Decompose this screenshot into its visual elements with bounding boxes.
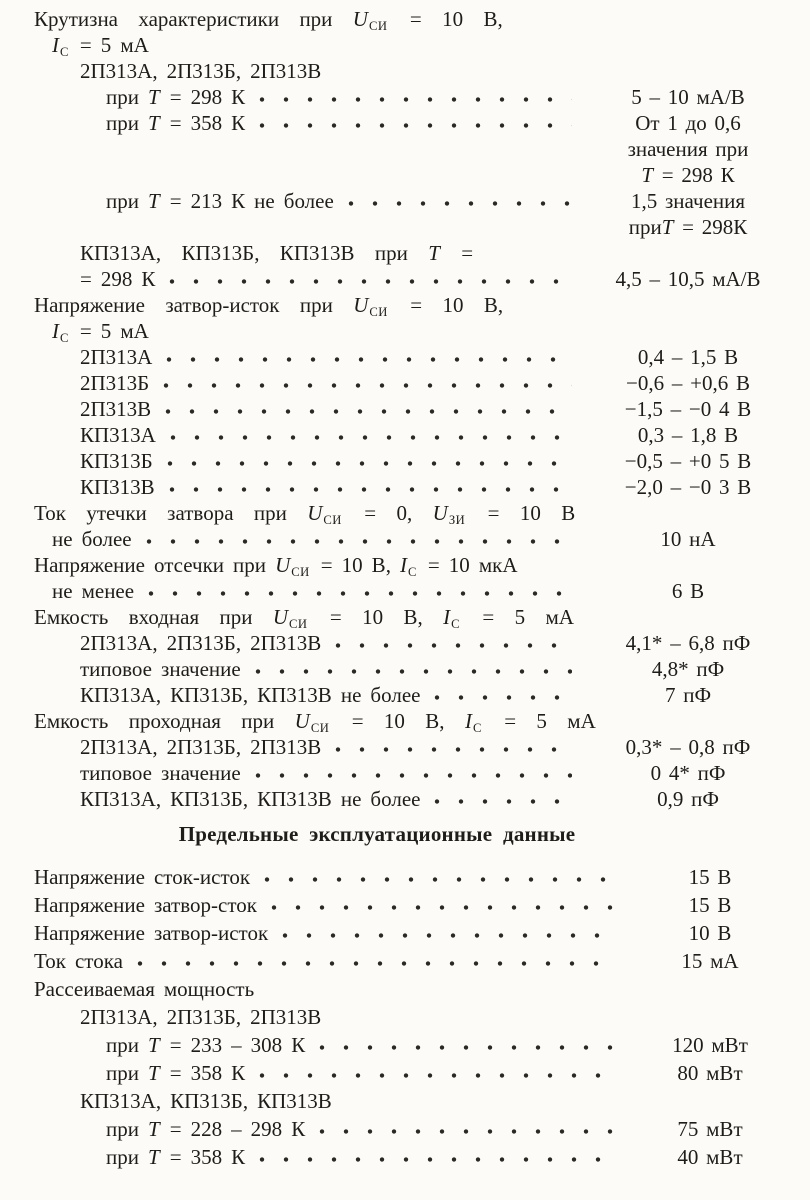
spec-value (582, 188, 794, 214)
spec-label (0, 6, 503, 32)
spec-row (0, 474, 794, 500)
dot-leader (335, 642, 572, 649)
spec-label-text: Рассеиваемая мощность (34, 977, 255, 1001)
spec-label-text: = 358 К (160, 111, 246, 135)
spec-row (0, 526, 794, 552)
spec-row (0, 110, 794, 136)
spec-value (582, 682, 794, 708)
spec-label (0, 947, 123, 975)
spec-label-text: = 233 – 308 К (160, 1033, 306, 1057)
spec-label (0, 919, 268, 947)
symbol-subscript: СИ (368, 18, 388, 33)
spec-label-text: = 10 В, (389, 7, 503, 31)
spec-value-text: 40 мВт (677, 1145, 743, 1169)
spec-row (0, 58, 794, 84)
spec-value-text: 10 В (688, 921, 732, 945)
dot-leader (255, 668, 572, 675)
spec-row (0, 344, 794, 370)
spec-value-text: −0,5 – +0 5 В (624, 449, 752, 473)
dot-leader (335, 746, 572, 753)
spec-label-text: при (106, 1117, 149, 1141)
symbol-italic: T (148, 1033, 160, 1057)
symbol-italic: I (52, 33, 59, 57)
spec-label (0, 422, 156, 448)
spec-label-text: Напряжение затвор-исток (34, 921, 269, 945)
symbol-subscript: С (407, 564, 417, 579)
spec-label-text: Ток утечки затвора при (34, 501, 308, 525)
symbol-italic: U (272, 605, 289, 629)
spec-label (0, 786, 420, 812)
spec-row (0, 214, 794, 240)
spec-label (0, 1031, 305, 1059)
dot-leader (259, 1156, 616, 1163)
spec-label-text: 2П313А, 2П313Б, 2П313В (80, 631, 322, 655)
symbol-italic: U (294, 709, 310, 733)
dot-leader (166, 356, 572, 363)
spec-value (626, 1059, 794, 1087)
spec-label (0, 84, 245, 110)
symbol-subscript: С (472, 720, 482, 735)
spec-label (0, 1003, 321, 1031)
spec-label (0, 396, 151, 422)
dot-leader (169, 278, 572, 285)
spec-row (0, 396, 794, 422)
spec-value (582, 136, 794, 162)
spec-label-text: Крутизна характеристики при (34, 7, 353, 31)
spec-value-text: −0,6 – +0,6 В (625, 371, 750, 395)
spec-label-text: Напряжение затвор-сток (34, 893, 257, 917)
spec-label-text: = 5 мА (70, 319, 149, 343)
spec-row (0, 292, 794, 318)
spec-label-text: = 298 К (160, 85, 246, 109)
spec-label-text: = 213 К не более (160, 189, 334, 213)
dot-leader (259, 122, 572, 129)
symbol-italic: I (443, 605, 451, 629)
spec-value-text: От 1 до 0,6 (635, 111, 741, 135)
spec-value (626, 947, 794, 975)
dot-leader (255, 772, 572, 779)
spec-label-text: при (106, 1145, 149, 1169)
symbol-subscript: С (451, 616, 461, 631)
spec-label (0, 656, 241, 682)
symbol-italic: U (432, 501, 448, 525)
symbol-italic: T (148, 1117, 160, 1141)
spec-label-text: при (106, 1033, 149, 1057)
spec-label (0, 344, 152, 370)
spec-label-text: Напряжение отсечки при (34, 553, 276, 577)
spec-label (0, 1087, 332, 1115)
spec-label-text: Емкость проходная при (34, 709, 295, 733)
symbol-italic: U (307, 501, 323, 525)
spec-label-text: КП313А, КП313Б, КП313В не более (80, 683, 421, 707)
spec-value-text: 0 4* пФ (650, 761, 726, 785)
spec-label-text: при (106, 1061, 149, 1085)
dot-leader (319, 1044, 616, 1051)
spec-value (626, 1031, 794, 1059)
dot-leader (165, 408, 572, 415)
spec-value (582, 370, 794, 396)
symbol-subscript: ЗИ (448, 512, 466, 527)
spec-value-text: 0,9 пФ (657, 787, 719, 811)
symbol-italic: U (352, 7, 368, 31)
spec-value (582, 344, 794, 370)
spec-value (626, 1143, 794, 1171)
spec-label (0, 708, 596, 734)
spec-label (0, 1059, 245, 1087)
spec-value (582, 396, 794, 422)
symbol-italic: U (353, 293, 369, 317)
symbol-italic: T (148, 189, 160, 213)
spec-label (0, 863, 250, 891)
spec-value-text: 4,8* пФ (651, 657, 725, 681)
spec-value-text: 0,4 – 1,5 В (637, 345, 739, 369)
spec-label-text: = 228 – 298 К (160, 1117, 306, 1141)
spec-row (0, 708, 794, 734)
spec-row (0, 656, 794, 682)
spec-value (582, 162, 794, 188)
spec-value (582, 734, 794, 760)
spec-label-text: 2П313Б (80, 371, 150, 395)
spec-value-text: 10 нА (660, 527, 716, 551)
spec-row (0, 947, 794, 975)
spec-row (0, 630, 794, 656)
spec-label (0, 526, 132, 552)
symbol-italic: T (148, 1145, 160, 1169)
spec-value (582, 656, 794, 682)
spec-value (582, 266, 794, 292)
spec-value-text: = 298К (674, 215, 748, 239)
spec-label (0, 370, 149, 396)
spec-label-text: КП313А, КП313Б, КП313В при (80, 241, 429, 265)
spec-label (0, 32, 149, 58)
symbol-subscript: СИ (323, 512, 342, 527)
spec-value-text: 4,5 – 10,5 мА/В (615, 267, 761, 291)
spec-value-text: = 298 К (654, 163, 735, 187)
spec-label-text: при (106, 189, 149, 213)
section-heading-limits: Предельные эксплуатационные данные (178, 822, 576, 846)
spec-label-text: при (106, 85, 149, 109)
symbol-italic: T (641, 163, 653, 187)
dot-leader (259, 1072, 616, 1079)
symbol-subscript: СИ (289, 616, 308, 631)
spec-label-text: 2П313А, 2П313Б, 2П313В (80, 59, 322, 83)
spec-row (0, 136, 794, 162)
symbol-italic: U (275, 553, 291, 577)
spec-value (582, 630, 794, 656)
spec-row (0, 604, 794, 630)
symbol-italic: I (52, 319, 59, 343)
spec-row (0, 975, 794, 1003)
spec-label (0, 630, 321, 656)
spec-label-text: = 10 В (467, 501, 576, 525)
spec-label-text: = 10 В, (309, 605, 444, 629)
spec-label (0, 682, 420, 708)
limit-operating-data-list (0, 863, 794, 1171)
spec-value-text: 75 мВт (677, 1117, 743, 1141)
spec-label (0, 292, 503, 318)
spec-label (0, 552, 517, 578)
spec-label (0, 448, 153, 474)
spec-row (0, 682, 794, 708)
spec-value (582, 474, 794, 500)
spec-label (0, 110, 245, 136)
spec-label-text: = 10 В, (389, 293, 504, 317)
symbol-subscript: С (60, 44, 69, 59)
spec-label-text: = 358 К (160, 1061, 246, 1085)
spec-label-text: = 10 В, (331, 709, 465, 733)
spec-label-text: типовое значение (80, 761, 241, 785)
spec-row (0, 578, 794, 604)
spec-label-text: 2П313А (80, 345, 153, 369)
spec-value-text: 0,3 – 1,8 В (637, 423, 739, 447)
spec-label-text: Емкость входная при (34, 605, 273, 629)
spec-label-text: типовое значение (80, 657, 241, 681)
spec-label-text: = 358 К (160, 1145, 246, 1169)
spec-value-text: 15 мА (681, 949, 739, 973)
dot-leader (148, 590, 572, 597)
spec-row (0, 1115, 794, 1143)
spec-label-text: КП313А (80, 423, 156, 447)
spec-label (0, 604, 574, 630)
spec-label-text: Ток стока (34, 949, 123, 973)
spec-label (0, 578, 134, 604)
spec-label-text: Напряжение затвор-исток при (34, 293, 354, 317)
spec-label (0, 318, 149, 344)
symbol-italic: T (148, 85, 160, 109)
spec-label-text: = 0, (343, 501, 433, 525)
spec-label (0, 58, 321, 84)
spec-value (582, 84, 794, 110)
spec-label (0, 500, 575, 526)
spec-label (0, 474, 155, 500)
spec-value-text: 120 мВт (672, 1033, 748, 1057)
spec-value (626, 891, 794, 919)
spec-row (0, 734, 794, 760)
spec-label-text: = 5 мА (70, 33, 149, 57)
spec-label-text: КП313В (80, 475, 155, 499)
spec-label (0, 1115, 305, 1143)
dot-leader (137, 960, 616, 967)
symbol-italic: I (399, 553, 407, 577)
spec-value-text: −2,0 – −0 3 В (624, 475, 752, 499)
dot-leader (271, 904, 616, 911)
spec-label-text: КП313Б (80, 449, 153, 473)
dot-leader (259, 96, 572, 103)
spec-label (0, 188, 334, 214)
spec-value (626, 1115, 794, 1143)
spec-row (0, 919, 794, 947)
spec-value-text: при (628, 215, 662, 239)
spec-row (0, 84, 794, 110)
spec-label-text: КП313А, КП313Б, КП313В (80, 1089, 332, 1113)
spec-value-text: 80 мВт (677, 1061, 743, 1085)
spec-row (0, 188, 794, 214)
dot-leader (146, 538, 572, 545)
spec-label (0, 240, 473, 266)
spec-value (582, 422, 794, 448)
spec-label-text: = 298 К (80, 267, 156, 291)
spec-value-text: −1,5 – −0 4 В (624, 397, 752, 421)
spec-row (0, 760, 794, 786)
spec-label-text: 2П313В (80, 397, 152, 421)
spec-label-text: = 10 В, (311, 553, 400, 577)
spec-value (582, 786, 794, 812)
spec-label (0, 975, 254, 1003)
spec-row (0, 863, 794, 891)
spec-value (582, 448, 794, 474)
spec-value-text: 15 В (688, 865, 732, 889)
spec-row (0, 1143, 794, 1171)
spec-value-text: 1,5 значения (630, 189, 746, 213)
spec-row (0, 448, 794, 474)
dot-leader (319, 1128, 616, 1135)
dot-leader (264, 876, 616, 883)
electrical-characteristics-list (0, 6, 794, 812)
spec-row (0, 162, 794, 188)
spec-row (0, 1059, 794, 1087)
spec-label (0, 1143, 245, 1171)
spec-value (582, 110, 794, 136)
spec-value (582, 214, 794, 240)
symbol-italic: T (148, 111, 160, 135)
dot-leader (434, 798, 572, 805)
spec-label-text: = 5 мА (483, 709, 596, 733)
spec-row (0, 318, 794, 344)
spec-row (0, 240, 794, 266)
spec-value (582, 578, 794, 604)
dot-leader (167, 460, 572, 467)
spec-value-text: 5 – 10 мА/В (631, 85, 745, 109)
spec-label-text: не более (52, 527, 132, 551)
spec-value-text: 7 пФ (664, 683, 712, 707)
spec-value (626, 919, 794, 947)
spec-label-text: = (440, 241, 474, 265)
spec-row (0, 786, 794, 812)
spec-value (582, 760, 794, 786)
symbol-subscript: С (60, 330, 69, 345)
spec-label-text: Напряжение сток-исток (34, 865, 251, 889)
dot-leader (169, 486, 572, 493)
dot-leader (163, 382, 572, 389)
spec-row (0, 370, 794, 396)
spec-row (0, 500, 794, 526)
spec-value-text: 6 В (671, 579, 705, 603)
spec-value-text: 15 В (688, 893, 732, 917)
symbol-italic: T (661, 215, 674, 239)
spec-label (0, 734, 321, 760)
spec-row (0, 552, 794, 578)
symbol-subscript: СИ (310, 720, 330, 735)
symbol-subscript: СИ (291, 564, 310, 579)
spec-label (0, 266, 155, 292)
spec-value-text: значения при (627, 137, 749, 161)
dot-leader (282, 932, 616, 939)
spec-row (0, 32, 794, 58)
spec-label-text: = 5 мА (462, 605, 574, 629)
dot-leader (348, 200, 572, 207)
symbol-italic: T (428, 241, 440, 265)
spec-value-text: 4,1* – 6,8 пФ (625, 631, 751, 655)
spec-label-text: КП313А, КП313Б, КП313В не более (80, 787, 421, 811)
symbol-italic: T (148, 1061, 160, 1085)
spec-value (582, 526, 794, 552)
spec-row (0, 422, 794, 448)
spec-value-text: 0,3* – 0,8 пФ (625, 735, 751, 759)
spec-row (0, 1031, 794, 1059)
spec-label-text: = 10 мкА (418, 553, 518, 577)
spec-row (0, 266, 794, 292)
spec-value (626, 863, 794, 891)
spec-label-text: 2П313А, 2П313Б, 2П313В (80, 1005, 322, 1029)
spec-row (0, 891, 794, 919)
dot-leader (434, 694, 572, 701)
spec-row (0, 1003, 794, 1031)
spec-label (0, 760, 241, 786)
spec-label-text: 2П313А, 2П313Б, 2П313В (80, 735, 322, 759)
spec-row (0, 1087, 794, 1115)
symbol-italic: I (464, 709, 472, 733)
dot-leader (170, 434, 572, 441)
symbol-subscript: СИ (369, 304, 388, 319)
spec-label-text: не менее (52, 579, 135, 603)
spec-row (0, 6, 794, 32)
spec-label (0, 891, 257, 919)
spec-label-text: при (106, 111, 149, 135)
